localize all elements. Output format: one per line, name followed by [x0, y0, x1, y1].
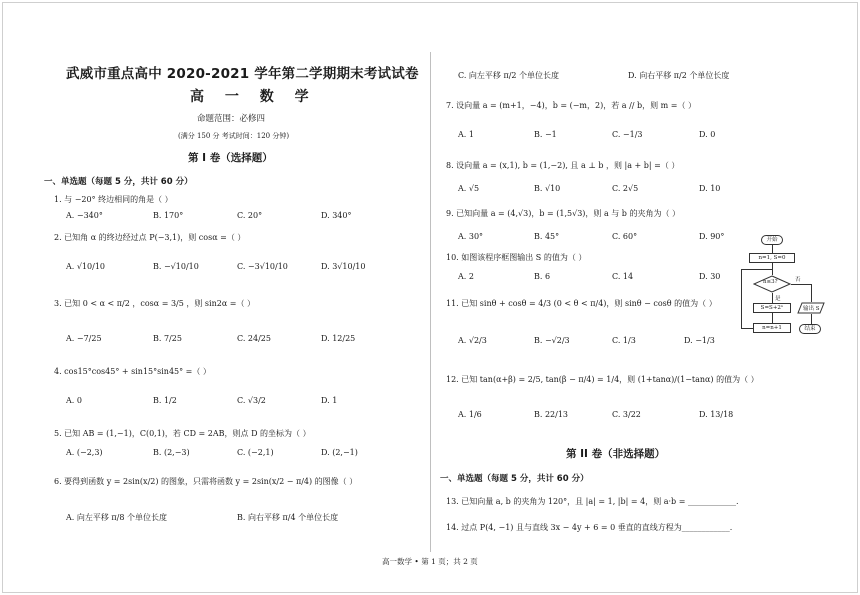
question-2: 2. 已知角 α 的终边经过点 P(−3,1)，则 cosα =（ ） [54, 233, 246, 242]
option: A. 向左平移 π/8 个单位长度 [66, 513, 167, 522]
option: B. 7/25 [153, 334, 182, 343]
section-heading: 一、单选题（每题 5 分，共计 60 分） [440, 474, 589, 484]
part-two-title: 第 II 卷（非选择题） [566, 448, 666, 460]
flowchart-output: 输出 S [803, 306, 820, 312]
question-4: 4. cos15°cos45° + sin15°sin45° =（ ） [54, 367, 211, 376]
option: D. 10 [699, 184, 721, 193]
option: C. −3√10/10 [237, 262, 288, 271]
section-heading: 一、单选题（每题 5 分，共计 60 分） [44, 177, 193, 187]
option: A. (−2,3) [66, 448, 103, 457]
flow-arrow [772, 245, 773, 253]
option: B. (2,−3) [153, 448, 190, 457]
column-divider [430, 52, 431, 552]
flowchart-step-sum: S=S+2ⁿ [753, 303, 791, 313]
question-11: 11. 已知 sinθ + cosθ = 4/3 (0 < θ < π/4)，则 sinθ − cosθ 的值为（ ） [446, 299, 717, 308]
question-12: 12. 已知 tan(α+β) = 2/5, tan(β − π/4) = 1/4，则 (1+tanα)/(1−tanα) 的值为（ ） [446, 375, 759, 384]
program-flowchart [735, 232, 825, 342]
flow-arrow [791, 284, 811, 285]
option: B. 45° [534, 232, 560, 241]
option: B. 向右平移 π/4 个单位长度 [237, 513, 339, 522]
option: D. 0 [699, 130, 716, 139]
option: B. 1/2 [153, 396, 177, 405]
option: D. 3√10/10 [321, 262, 366, 271]
option: A. 2 [458, 272, 474, 281]
option: A. √5 [458, 184, 480, 193]
flow-arrow [811, 284, 812, 302]
option: D. 1 [321, 396, 338, 405]
option: D. −1/3 [684, 336, 715, 345]
flowchart-init: n=1, S=0 [749, 253, 795, 263]
option: B. √10 [534, 184, 561, 193]
option: D. 12/25 [321, 334, 356, 343]
question-14: 14. 过点 P(4, −1) 且与直线 3x − 4y + 6 = 0 垂直的直线方程为____________. [446, 523, 733, 532]
option: C. (−2,1) [237, 448, 274, 457]
exam-meta: (满分 150 分 考试时间：120 分钟) [178, 132, 290, 140]
option: D. 13/18 [699, 410, 734, 419]
option: C. 20° [237, 211, 263, 220]
flow-arrow [772, 293, 773, 303]
flowchart-no-label: 否 [795, 277, 801, 283]
option: A. √10/10 [66, 262, 106, 271]
question-13: 13. 已知向量 a, b 的夹角为 120°，且 |a| = 1, |b| = 4，则 a·b = ____________. [446, 497, 739, 506]
exam-title: 武威市重点高中 2020-2021 学年第二学期期末考试试卷 [66, 66, 419, 82]
page-footer: 高一数学 • 第 1 页；共 2 页 [382, 557, 478, 566]
flowchart-yes-label: 是 [775, 296, 781, 302]
flow-arrow [741, 328, 753, 329]
question-7: 7. 设向量 a = (m+1，−4)，b = (−m，2)，若 a // b，则 m =（ ） [446, 101, 697, 110]
flow-arrow [741, 269, 772, 270]
flow-arrow [811, 314, 812, 324]
option: A. 1/6 [458, 410, 482, 419]
flowchart-start: 开始 [761, 235, 783, 245]
option: B. −√10/10 [153, 262, 199, 271]
scope-line: 命题范围：必修四 [197, 114, 266, 124]
option: C. 向左平移 π/2 个单位长度 [458, 71, 560, 80]
option: B. −√2/3 [534, 336, 570, 345]
option: B. 170° [153, 211, 184, 220]
flow-arrow [772, 313, 773, 323]
option: C. 14 [612, 272, 634, 281]
subject-title: 高 一 数 学 [190, 89, 317, 105]
option: B. 6 [534, 272, 551, 281]
option: C. −1/3 [612, 130, 643, 139]
flowchart-condition: n≤3? [763, 279, 778, 285]
option: C. 3/22 [612, 410, 641, 419]
option: D. 340° [321, 211, 352, 220]
option: A. −7/25 [66, 334, 102, 343]
flow-arrow [741, 269, 742, 329]
question-10: 10. 如图该程序框图输出 S 的值为（ ） [446, 253, 587, 262]
option: A. −340° [66, 211, 103, 220]
option: B. −1 [534, 130, 557, 139]
option: B. 22/13 [534, 410, 569, 419]
flowchart-step-increment: n=n+1 [753, 323, 791, 333]
question-6: 6. 要得到函数 y = 2sin(x/2) 的图象，只需将函数 y = 2sin(x/2 − π/4) 的图像（ ） [54, 477, 358, 486]
option: A. 0 [66, 396, 82, 405]
part-one-title: 第 I 卷（选择题） [188, 152, 273, 164]
option: C. 60° [612, 232, 638, 241]
option: D. (2,−1) [321, 448, 358, 457]
flow-arrow [772, 263, 773, 275]
option: C. 2√5 [612, 184, 639, 193]
question-9: 9. 已知向量 a = (4,√3)，b = (1,5√3)，则 a 与 b 的夹角为（ ） [446, 209, 681, 218]
option: C. 24/25 [237, 334, 271, 343]
flowchart-end: 结束 [799, 324, 821, 334]
option: D. 向右平移 π/2 个单位长度 [628, 71, 730, 80]
question-1: 1. 与 −20° 终边相同的角是（ ） [54, 195, 173, 204]
option: C. √3/2 [237, 396, 266, 405]
question-3: 3. 已知 0 < α < π/2 ，cosα = 3/5 ，则 sin2α =（ ） [54, 299, 256, 308]
question-8: 8. 设向量 a = (x,1), b = (1,−2), 且 a ⊥ b ，则 |a + b| =（ ） [446, 161, 680, 170]
option: A. 30° [458, 232, 484, 241]
option: D. 90° [699, 232, 725, 241]
option: D. 30 [699, 272, 721, 281]
option: C. 1/3 [612, 336, 636, 345]
question-5: 5. 已知 AB = (1,−1)，C(0,1)，若 CD = 2AB，则点 D 的坐标为（ ） [54, 429, 311, 438]
option: A. √2/3 [458, 336, 487, 345]
option: A. 1 [458, 130, 474, 139]
